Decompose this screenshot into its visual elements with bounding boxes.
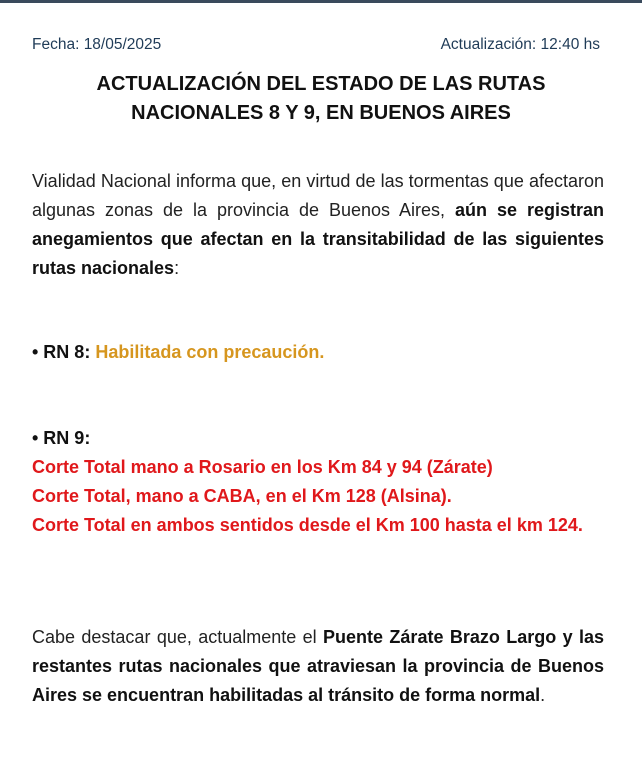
intro-text: Vialidad Nacional informa que, en virtud de las tormentas que afectaron algunas zonas de la provincia de Buenos Aires, xyxy=(32,171,604,220)
closing-text: Cabe destacar que, actualmente el xyxy=(32,627,324,647)
meta-row xyxy=(32,36,600,54)
intro-paragraph xyxy=(32,167,604,283)
date-label: Fecha: 18/05/2025 xyxy=(32,36,162,53)
intro-end: : xyxy=(174,258,180,278)
rn9-label: • RN 9: xyxy=(32,428,91,448)
page-title xyxy=(30,70,612,128)
top-divider xyxy=(0,0,642,3)
rn9-status-line-3: Corte Total en ambos sentidos desde el Km 100 hasta el km 124. xyxy=(32,515,583,535)
title-line-1: ACTUALIZACIÓN DEL ESTADO DE LAS RUTAS xyxy=(96,73,546,95)
rn9-status-line-2: Corte Total, mano a CABA, en el Km 128 (Alsina). xyxy=(32,486,452,506)
intro-bold-text: aún se registran anegamientos que afectan en la transitabilidad de las siguientes rutas nacionales xyxy=(32,200,604,278)
title-line-2: NACIONALES 8 Y 9, EN BUENOS AIRES xyxy=(131,102,511,124)
closing-bold-text: Puente Zárate Brazo Largo y las restantes rutas nacionales que atraviesan la provincia de Buenos Aires se encuentran habilitadas al tránsito de forma normal xyxy=(32,627,604,705)
rn9-status-line-1: Corte Total mano a Rosario en los Km 84 y 94 (Zárate) xyxy=(32,457,493,477)
route-rn8 xyxy=(32,338,604,367)
update-time-label: Actualización: 12:40 hs xyxy=(440,36,600,53)
closing-paragraph xyxy=(32,623,604,710)
rn8-label: • RN 8: xyxy=(32,342,91,362)
rn8-status: Habilitada con precaución. xyxy=(95,342,325,362)
closing-end: . xyxy=(540,685,546,705)
route-rn9 xyxy=(32,424,604,540)
